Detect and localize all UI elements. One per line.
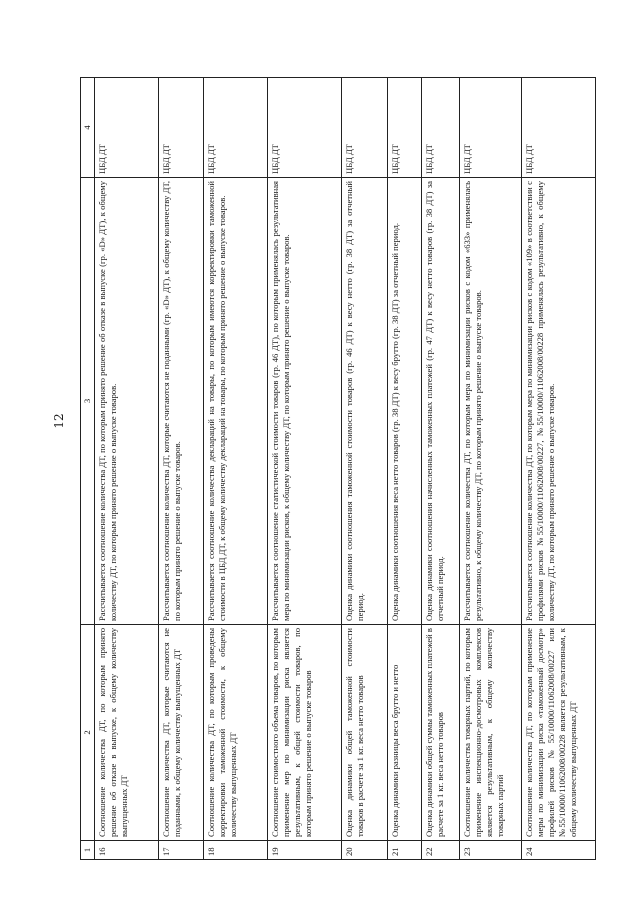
row-number: 23 bbox=[460, 841, 522, 860]
table-row bbox=[460, 78, 522, 860]
indicator-calculation: Рассчитывается соотношение количества ДТ, по которым мера по минимизации рисков с кодом «633» применялась результативно, к общему количеству ДТ, по которым принято решение о выпуске товаров. bbox=[460, 178, 522, 625]
row-number: 16 bbox=[95, 841, 159, 860]
data-source: ЦБД ДТ bbox=[159, 78, 204, 178]
data-source: ЦБД ДТ bbox=[422, 78, 460, 178]
table-header-row bbox=[81, 78, 95, 860]
table-row bbox=[268, 78, 342, 860]
table-row bbox=[204, 78, 268, 860]
indicator-calculation: Рассчитывается соотношение количества деклараций на товары, по которым имеются корректировки таможенной стоимости в ЦБД ДТ, к общему количеству деклараций на товары, по которым принято решение о выпуске товаров. bbox=[204, 178, 268, 625]
data-source: ЦБД ДТ bbox=[460, 78, 522, 178]
row-number: 24 bbox=[522, 841, 596, 860]
indicator-name: Соотношение количества ДТ, по которым принято решение об отказе в выпуске, к общему количеству выпущенных ДТ bbox=[95, 625, 159, 841]
table-row bbox=[342, 78, 388, 860]
table-row bbox=[388, 78, 422, 860]
column-header: 1 bbox=[81, 841, 95, 860]
table-row bbox=[422, 78, 460, 860]
data-source: ЦБД ДТ bbox=[204, 78, 268, 178]
column-header: 4 bbox=[81, 78, 95, 178]
indicator-name: Соотношение стоимостного объема товаров, по которым применение мер по минимизации риска является результативным, к общей стоимости товаров, по которым принято решение о выпуске товаров bbox=[268, 625, 342, 841]
column-header: 2 bbox=[81, 625, 95, 841]
indicator-name: Оценка динамики разницы веса брутто и нетто bbox=[388, 625, 422, 841]
rotated-table-wrapper bbox=[80, 78, 576, 860]
page-number: 12 bbox=[52, 413, 66, 429]
row-number: 17 bbox=[159, 841, 204, 860]
indicator-name: Оценка динамики общей таможенной стоимости товаров в расчете за 1 кг. веса нетто товаров bbox=[342, 625, 388, 841]
row-number: 19 bbox=[268, 841, 342, 860]
indicator-calculation: Оценка динамики соотношения начисленных таможенных платежей (гр. 47 ДТ) к весу нетто товаров (гр. 38 ДТ) за отчетный период. bbox=[422, 178, 460, 625]
row-number: 20 bbox=[342, 841, 388, 860]
table-row bbox=[159, 78, 204, 860]
indicator-calculation: Рассчитывается соотношение статистической стоимости товаров (гр. 46 ДТ), по которым применялась результативная мера по минимизации рисков, к общему количеству ДТ, по которым принято решение о выпуске товаров. bbox=[268, 178, 342, 625]
data-source: ЦБД ДТ bbox=[342, 78, 388, 178]
indicator-name: Соотношение количества товарных партий, по которым применение инспекционно-досмотровых комплексов является результативным, к общему количеству товарных партий bbox=[460, 625, 522, 841]
indicator-name: Оценка динамики общей суммы таможенных платежей в расчете за 1 кг. веса нетто товаров bbox=[422, 625, 460, 841]
data-source: ЦБД ДТ bbox=[95, 78, 159, 178]
table-row bbox=[95, 78, 159, 860]
table-row bbox=[522, 78, 596, 860]
column-header: 3 bbox=[81, 178, 95, 625]
indicator-calculation: Рассчитывается соотношение количества ДТ, по которым мера по минимизации рисков с кодом «109» в соответствии с профилями рисков №55/10000/11062008/00227, №55/10000/11062008/00228 применялась результативно, к общему количеству ДТ, по которым принято решение о выпуске товаров. bbox=[522, 178, 596, 625]
data-source: ЦБД ДТ bbox=[388, 78, 422, 178]
data-source: ЦБД ДТ bbox=[268, 78, 342, 178]
indicator-name: Соотношение количества ДТ, по которым применение меры по минимизации риска «таможенный досмотр» профилей рисков №55/10000/11062008/00227 или №55/10000/11062008/00228 является результативным, к общему количеству выпущенных ДТ bbox=[522, 625, 596, 841]
data-source: ЦБД ДТ bbox=[522, 78, 596, 178]
indicator-name: Соотношение количества ДТ, которые считаются не поданными, к общему количеству выпущенных ДТ bbox=[159, 625, 204, 841]
row-number: 18 bbox=[204, 841, 268, 860]
indicator-calculation: Рассчитывается соотношение количества ДТ, по которым принято решение об отказе в выпуске (гр. «D» ДТ), к общему количеству ДТ, по которым принято решение о выпуске товаров. bbox=[95, 178, 159, 625]
indicator-name: Соотношение количества ДТ, по которым проведены корректировки таможенной стоимости, к общему количеству выпущенных ДТ bbox=[204, 625, 268, 841]
indicators-table bbox=[80, 77, 596, 860]
indicator-calculation: Оценка динамики соотношения веса нетто товаров (гр. 38 ДТ) к весу брутто (гр. 38 ДТ) за отчетный период. bbox=[388, 178, 422, 625]
row-number: 22 bbox=[422, 841, 460, 860]
indicator-calculation: Рассчитывается соотношение количества ДТ, которые считаются не поданными (гр. «D» ДТ), к общему количеству ДТ, по которым принято решение о выпуске товаров. bbox=[159, 178, 204, 625]
row-number: 21 bbox=[388, 841, 422, 860]
indicator-calculation: Оценка динамики соотношения таможенной стоимости товаров (гр. 46 ДТ) к весу нетто (гр. 38 ДТ) за отчетный период. bbox=[342, 178, 388, 625]
